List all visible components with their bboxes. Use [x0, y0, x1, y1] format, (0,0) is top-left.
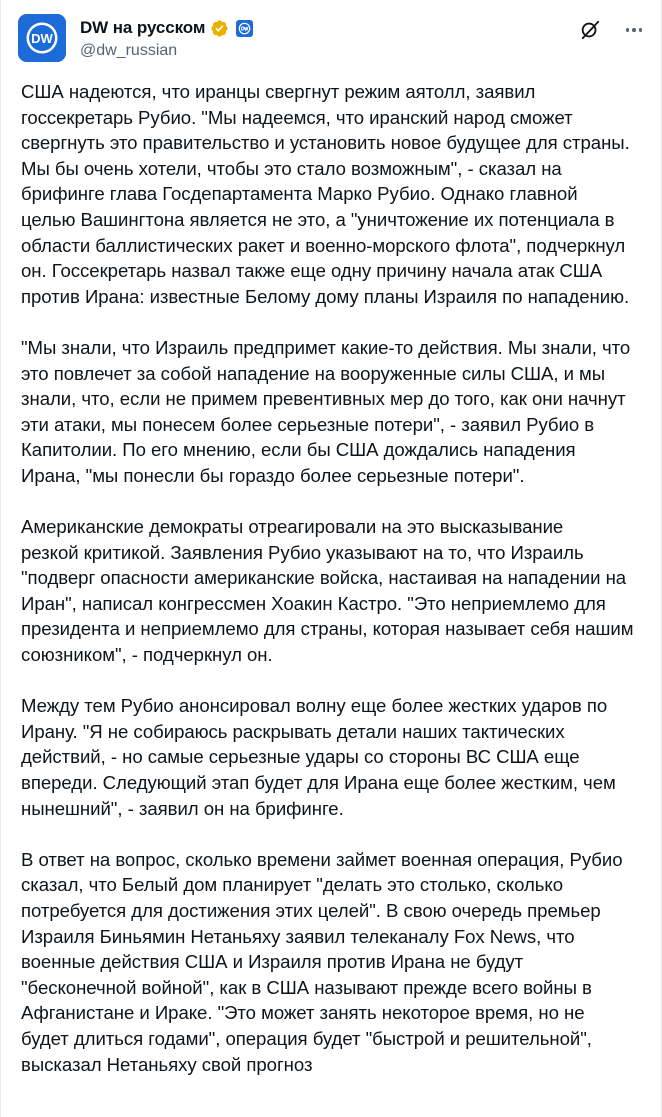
tweet-paragraph-3: Американские демократы отреагировали на это высказывание резкой критикой. Заявления Рубио указывают на то, что Израиль "подверг опасности американские войска, настаивая на нападении на Иран", написал конгрессмен Хоакин Кастро. "Это неприемлемо для президента и неприемлемо для страны, которая называет себя нашим союзником", - подчеркнул он.: [21, 516, 634, 666]
tweet-paragraph-4: Между тем Рубио анонсировал волну еще более жестких ударов по Ирану. "Я не собираюсь раскрывать детали наших тактических действий, - но самые серьезные удары со стороны ВС США еще впереди. Следующий этап будет для Ирана еще более жестким, чем нынешний", - заявил он на брифинге.: [21, 695, 616, 819]
tweet-paragraph-1: США надеются, что иранцы свергнут режим аятолл, заявил госсекретарь Рубио. "Мы надеемся, что иранский народ сможет свергнуть это правительство и установить новое будущее для страны. Мы бы очень хотели, чтобы это стало возможным", - сказал на брифинге глава Госдепартамента Марко Рубио. Однако главной целью Вашингтона является не это, а "уничтожение их потенциала в области баллистических ракет и военно-морского флота", подчеркнул он. Госсекретарь назвал также еще одну причину начала атак США против Ирана: известные Белому дому планы Израиля по нападению.: [21, 81, 630, 307]
avatar[interactable]: [18, 14, 66, 62]
name-row: [80, 18, 253, 38]
dw-logo-icon: [18, 14, 66, 62]
tweet-text: [21, 79, 645, 1077]
dw-affiliate-badge-icon[interactable]: [236, 20, 253, 37]
tweet-paragraph-5: В ответ на вопрос, сколько времени займет военная операция, Рубио сказал, что Белый дом планирует "делать это столько, сколько потребуется для достижения этих целей". В свою очередь премьер Израиля Биньямин Нетаньяху заявил телеканалу Fox News, что военные действия США и Израиля против Ирана не будут "бесконечной войной", как в США называют прежде всего войны в Афганистане и Ираке. "Это может занять некоторое время, но не будет длиться годами", операция будет "быстрой и решительной", высказал Нетаньяху свой прогноз: [21, 848, 623, 1075]
tweet-paragraph-2: "Мы знали, что Израиль предпримет какие-то действия. Мы знали, что это повлечет за собой нападение на вооруженные силы США, и мы знали, что, если не примем превентивных мер до того, как они начнут эти атаки, мы понесем более серьезные потери", - заявил Рубио в Капитолии. По его мнению, если бы США дождались нападения Ирана, "мы понесли бы гораздо более серьезные потери".: [21, 336, 631, 486]
display-name[interactable]: DW на русском: [80, 18, 206, 37]
avatar-text: DW: [31, 31, 53, 47]
dw-affiliate-logo-icon: [238, 22, 251, 35]
more-icon[interactable]: [623, 20, 645, 40]
tweet-header: [18, 14, 645, 64]
verified-gold-badge-icon[interactable]: [210, 19, 229, 38]
user-handle[interactable]: @dw_russian: [80, 42, 178, 59]
grok-icon[interactable]: [579, 19, 601, 41]
